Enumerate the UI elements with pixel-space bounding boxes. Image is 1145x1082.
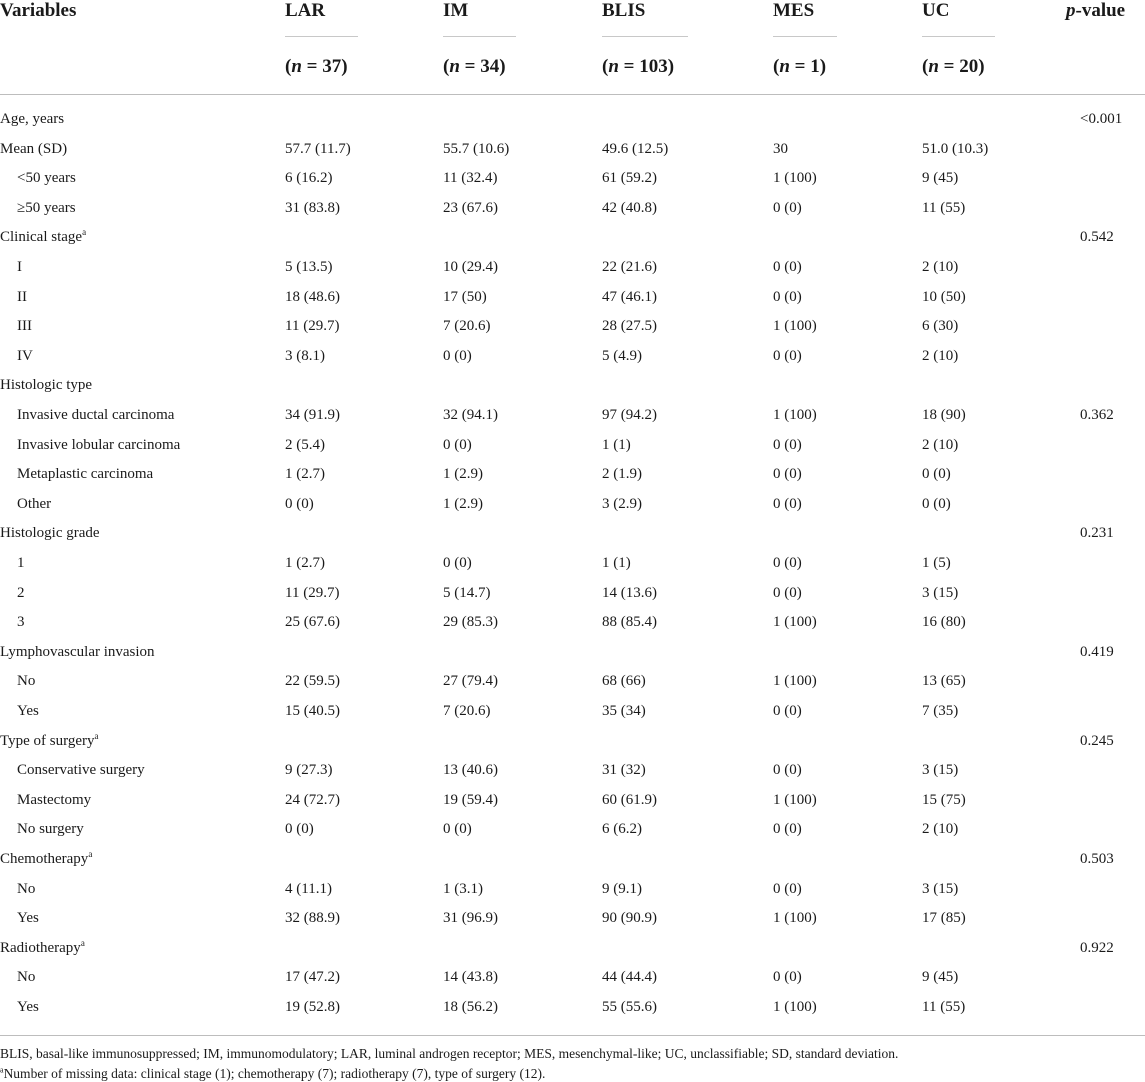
table-row [0,200,1145,229]
cell-lar: 15 (40.5) [285,703,340,719]
row-label: Clinical stage$^a$ [0,227,87,246]
cell-lar: 25 (67.6) [285,614,340,631]
header-n-mes: (n = 1) [773,56,827,77]
row-label: No [17,969,36,986]
cell-uc: 2 (10) [922,259,959,275]
row-label: No [17,880,36,897]
cell-im: 55.7 (10.6) [443,140,510,157]
header-underline [602,36,688,37]
row-label: No [17,673,36,690]
table-row [0,289,1145,318]
table-row [0,229,1145,258]
cell-p-value: 0.419 [1080,643,1114,660]
cell-lar: 1 (2.7) [285,466,325,483]
table-row [0,407,1145,436]
header-underline [285,36,358,37]
header-underline [443,36,516,37]
cell-lar: 5 (13.5) [285,259,333,275]
row-label: ≥50 years [17,199,76,216]
row-label: Age, years [0,111,65,127]
cell-blis: 14 (13.6) [602,584,657,601]
cell-mes: 0 (0) [773,436,802,453]
header-n-im: (n = 34) [443,56,506,77]
table-row [0,910,1145,939]
bottom-rule [0,1035,1145,1036]
footnote-missing: $^a$Number of missing data: clinical stage (1); chemotherapy (7); radiotherapy (7), type of surgery (12). [0,1065,546,1081]
table-row [0,496,1145,525]
header-variables: Variables [0,0,77,21]
cell-im: 1 (2.9) [443,495,483,512]
cell-lar: 6 (16.2) [285,170,333,187]
cell-uc: 9 (45) [922,969,959,986]
table-header [0,0,1145,94]
cell-lar: 3 (8.1) [285,347,325,364]
cell-mes: 1 (100) [773,407,817,423]
cell-blis: 47 (46.1) [602,288,657,305]
cell-blis: 49.6 (12.5) [602,140,669,157]
cell-lar: 18 (48.6) [285,288,340,305]
cell-im: 13 (40.6) [443,762,498,779]
cell-im: 31 (96.9) [443,910,498,927]
cell-mes: 1 (100) [773,318,817,335]
cell-lar: 4 (11.1) [285,880,332,897]
cell-blis: 60 (61.9) [602,791,657,808]
cell-lar: 32 (88.9) [285,910,340,927]
cell-uc: 11 (55) [922,999,966,1015]
table-row [0,673,1145,702]
cell-uc: 17 (85) [922,910,966,927]
row-label: Other [17,495,52,512]
header-n-uc: (n = 20) [922,56,985,77]
cell-mes: 1 (100) [773,999,817,1015]
cell-blis: 5 (4.9) [602,347,642,364]
cell-mes: 0 (0) [773,259,802,275]
cell-mes: 1 (100) [773,614,817,631]
cell-im: 0 (0) [443,555,472,571]
row-label: Mean (SD) [0,140,68,157]
cell-lar: 9 (27.3) [285,762,333,779]
row-label: IV [17,347,33,364]
cell-uc: 1 (5) [922,555,951,571]
cell-mes: 0 (0) [773,495,802,512]
cell-im: 27 (79.4) [443,673,498,690]
cell-p-value: 0.245 [1080,732,1114,749]
cell-p-value: 0.362 [1080,407,1114,423]
header-n-blis: (n = 103) [602,56,675,77]
cell-lar: 17 (47.2) [285,969,340,986]
cell-uc: 13 (65) [922,673,966,690]
cell-lar: 0 (0) [285,821,314,838]
cell-mes: 1 (100) [773,673,817,690]
header-group-blis: BLIS [602,0,646,21]
cell-im: 0 (0) [443,821,472,838]
cell-uc: 3 (15) [922,762,959,779]
row-label: Yes [17,999,39,1015]
header-n-lar: (n = 37) [285,56,348,77]
header-group-mes: MES [773,0,815,21]
cell-im: 5 (14.7) [443,584,491,601]
row-label: Metaplastic carcinoma [17,466,154,483]
cell-lar: 24 (72.7) [285,791,340,808]
cell-uc: 0 (0) [922,466,951,483]
cell-im: 7 (20.6) [443,318,491,335]
table-row [0,555,1145,584]
cell-lar: 11 (29.7) [285,318,340,335]
cell-uc: 16 (80) [922,614,966,631]
table-row [0,525,1145,554]
cell-blis: 1 (1) [602,555,631,571]
cell-mes: 1 (100) [773,910,817,927]
table-row [0,762,1145,791]
cell-mes: 1 (100) [773,791,817,808]
cell-blis: 90 (90.9) [602,910,657,927]
cell-uc: 10 (50) [922,288,966,305]
cell-mes: 0 (0) [773,880,802,897]
row-label: Radiotherapy$^a$ [0,937,85,956]
cell-p-value: 0.542 [1080,229,1114,246]
cell-uc: 3 (15) [922,880,959,897]
cell-uc: 7 (35) [922,703,959,719]
cell-p-value: <0.001 [1080,111,1123,127]
row-label: Histologic type [0,377,93,394]
cell-uc: 3 (15) [922,584,959,601]
cell-blis: 9 (9.1) [602,880,642,897]
cell-lar: 0 (0) [285,495,314,512]
header-underline [922,36,995,37]
cell-im: 14 (43.8) [443,969,498,986]
table-row [0,170,1145,199]
cell-im: 29 (85.3) [443,614,498,631]
cell-mes: 0 (0) [773,821,802,838]
table-row [0,703,1145,732]
cell-lar: 1 (2.7) [285,555,325,571]
row-label: Histologic grade [0,525,100,542]
row-label: Yes [17,910,39,927]
cell-uc: 2 (10) [922,821,959,838]
cell-blis: 22 (21.6) [602,259,657,275]
table-row [0,821,1145,850]
table-row [0,466,1145,495]
table-row [0,259,1145,288]
cell-uc: 11 (55) [922,199,966,216]
cell-lar: 2 (5.4) [285,436,325,453]
cell-im: 32 (94.1) [443,407,498,423]
cell-im: 11 (32.4) [443,170,498,187]
row-label: Mastectomy [17,791,92,808]
row-label: 2 [17,584,25,601]
cell-uc: 15 (75) [922,791,966,808]
cell-mes: 1 (100) [773,170,817,187]
cell-blis: 3 (2.9) [602,495,642,512]
cell-p-value: 0.231 [1080,525,1114,542]
row-label: No surgery [17,821,84,838]
cell-im: 1 (2.9) [443,466,483,483]
table-row [0,851,1145,880]
cell-im: 23 (67.6) [443,199,498,216]
cell-im: 10 (29.4) [443,259,498,275]
table-row [0,111,1145,140]
cell-lar: 31 (83.8) [285,199,340,216]
row-label: 3 [17,614,25,631]
cell-blis: 68 (66) [602,673,646,690]
cell-mes: 0 (0) [773,347,802,364]
cell-lar: 19 (52.8) [285,999,340,1015]
row-label: <50 years [17,170,76,187]
footnote-abbreviations: BLIS, basal-like immunosuppressed; IM, immunomodulatory; LAR, luminal androgen receptor; MES, mesenchymal-like; UC, unclassifiable; SD, standard deviation. [0,1046,899,1061]
cell-p-value: 0.503 [1080,851,1114,867]
cell-blis: 88 (85.4) [602,614,657,631]
header-group-lar: LAR [285,0,326,21]
cell-blis: 61 (59.2) [602,170,657,187]
cell-blis: 28 (27.5) [602,318,657,335]
cell-p-value: 0.922 [1080,939,1114,956]
cell-blis: 44 (44.4) [602,969,657,986]
cell-lar: 11 (29.7) [285,584,340,601]
cell-uc: 18 (90) [922,407,966,423]
cell-mes: 30 [773,140,788,157]
row-label: III [17,318,32,335]
cell-blis: 42 (40.8) [602,199,657,216]
table-row [0,614,1145,643]
cell-uc: 0 (0) [922,495,951,512]
cell-mes: 0 (0) [773,555,802,571]
cell-im: 1 (3.1) [443,880,483,897]
header-p-value: p-value [1066,0,1126,21]
table-row [0,318,1145,347]
table-row [0,585,1145,614]
row-label: Yes [17,703,39,719]
cell-uc: 51.0 (10.3) [922,140,989,157]
cell-blis: 1 (1) [602,436,631,453]
header-group-uc: UC [922,0,950,21]
cell-mes: 0 (0) [773,584,802,601]
cell-uc: 2 (10) [922,347,959,364]
cell-mes: 0 (0) [773,703,802,719]
cell-blis: 35 (34) [602,703,646,719]
table-row [0,969,1145,998]
cell-mes: 0 (0) [773,199,802,216]
cell-blis: 2 (1.9) [602,466,642,483]
table-row [0,437,1145,466]
row-label: Type of surgery$^a$ [0,730,99,749]
row-label: I [17,259,22,275]
cell-blis: 31 (32) [602,762,646,779]
row-label: II [17,288,27,305]
table-row [0,999,1145,1028]
header-group-im: IM [443,0,469,21]
row-label: Conservative surgery [17,762,145,779]
row-label: Invasive ductal carcinoma [17,407,175,423]
row-label: Invasive lobular carcinoma [17,436,181,453]
cell-im: 7 (20.6) [443,703,491,719]
cell-blis: 97 (94.2) [602,407,657,423]
table-row [0,141,1145,170]
cell-blis: 6 (6.2) [602,821,642,838]
table-row [0,644,1145,673]
cell-lar: 57.7 (11.7) [285,140,351,157]
cell-im: 17 (50) [443,288,487,305]
cell-uc: 2 (10) [922,436,959,453]
header-rule [0,94,1145,95]
table-row [0,348,1145,377]
cell-im: 18 (56.2) [443,999,498,1015]
table-row [0,881,1145,910]
cell-im: 0 (0) [443,436,472,453]
cell-im: 0 (0) [443,347,472,364]
cell-mes: 0 (0) [773,969,802,986]
cell-lar: 34 (91.9) [285,407,340,423]
cell-mes: 0 (0) [773,466,802,483]
cell-lar: 22 (59.5) [285,673,340,690]
table-row [0,377,1145,406]
cell-blis: 55 (55.6) [602,999,657,1015]
cell-uc: 6 (30) [922,318,959,335]
row-label: Lymphovascular invasion [0,643,155,660]
cell-mes: 0 (0) [773,288,802,305]
row-label: Chemotherapy$^a$ [0,849,93,867]
cell-uc: 9 (45) [922,170,959,187]
header-underline [773,36,837,37]
table-row [0,792,1145,821]
cell-im: 19 (59.4) [443,791,498,808]
table-row [0,937,1145,969]
cell-mes: 0 (0) [773,762,802,779]
row-label: 1 [17,555,25,571]
table-row [0,730,1145,762]
